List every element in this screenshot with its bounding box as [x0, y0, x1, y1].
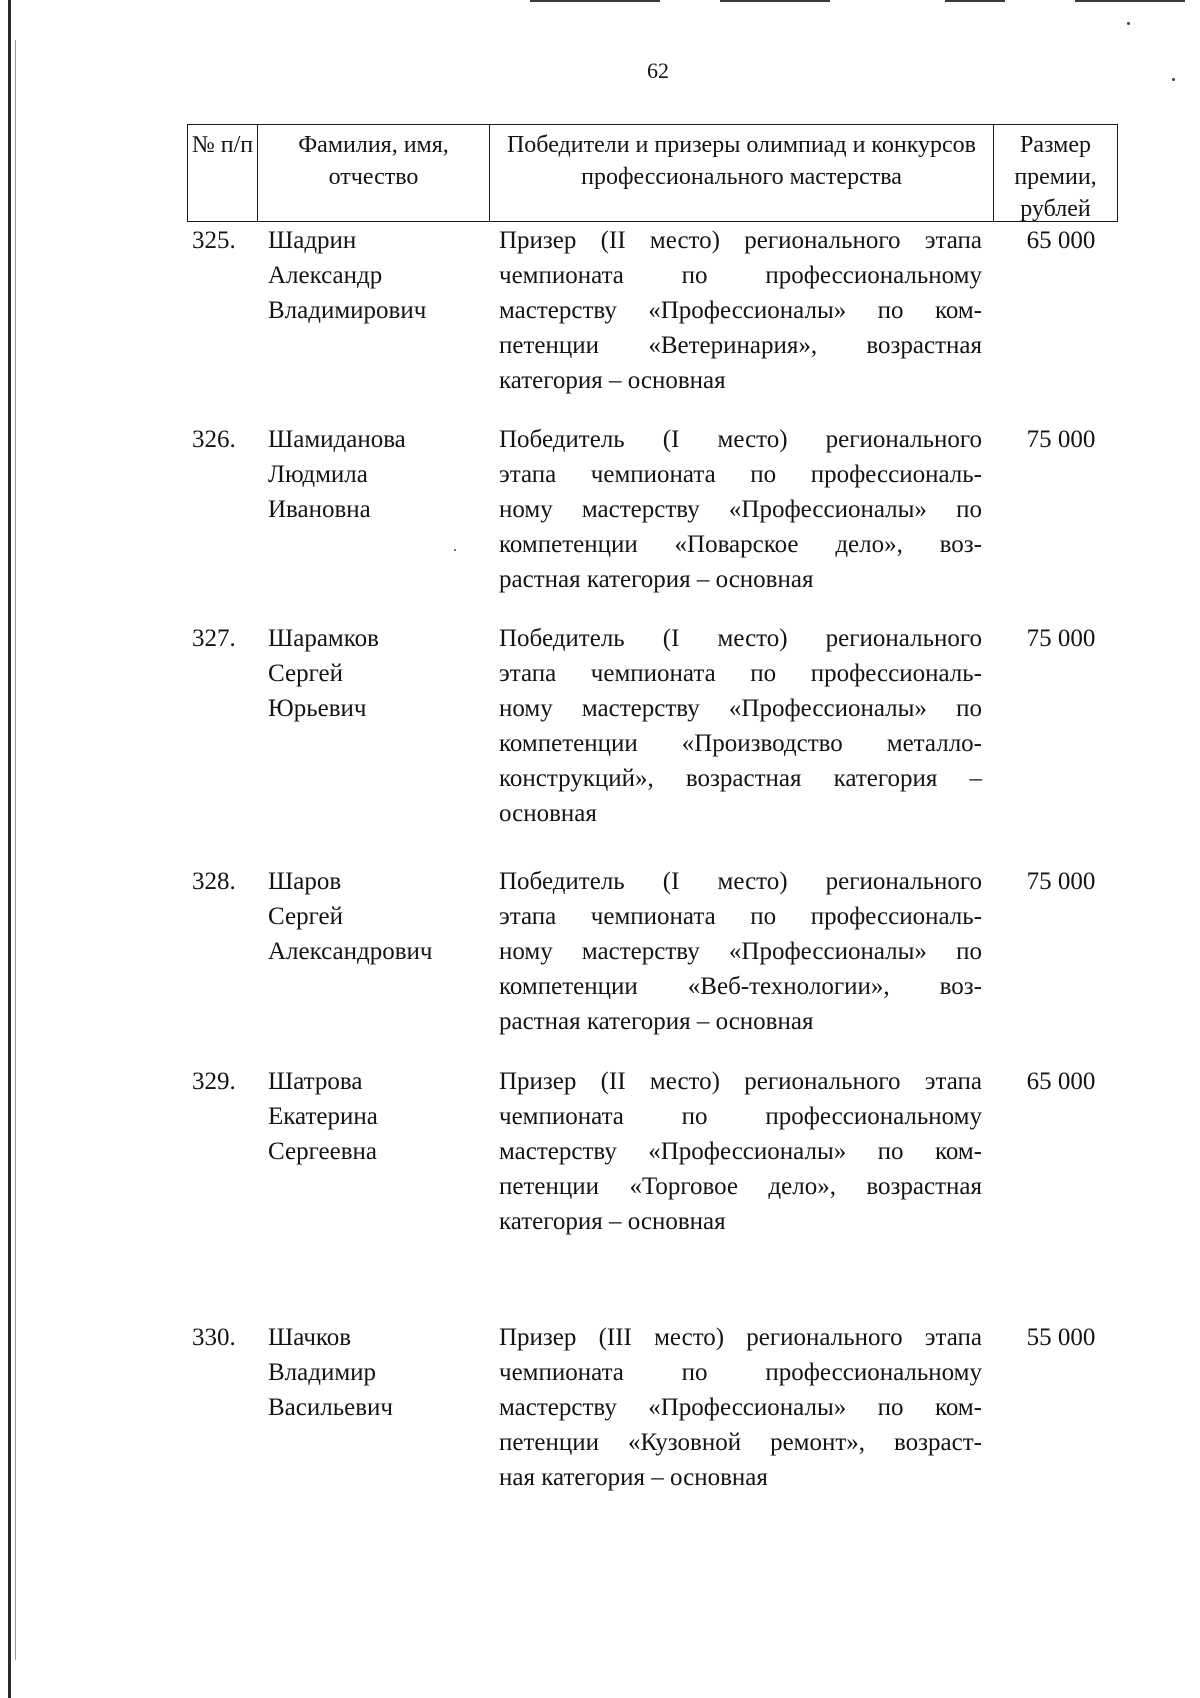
name-line: Сергей — [268, 660, 343, 687]
description-line: растная категория – основная — [499, 566, 814, 593]
name-line: Владимирович — [268, 297, 427, 324]
row-description — [499, 621, 982, 831]
row-number: 328. — [192, 868, 236, 895]
description-line: категория – основная — [499, 1208, 726, 1235]
name-line: Владимир — [268, 1359, 377, 1386]
description-line: Победитель (I место) регионального — [499, 625, 982, 652]
description-line: основная — [499, 800, 597, 827]
description-line: петенции «Кузовной ремонт», возраст- — [499, 1429, 982, 1456]
row-name — [268, 621, 488, 726]
description-line: компетенции «Веб-технологии», воз- — [499, 973, 982, 1000]
row-prize: 75 000 — [1026, 426, 1096, 453]
description-line: мастерству «Профессионалы» по ком- — [499, 297, 982, 324]
description-line: конструкций», возрастная категория – — [499, 765, 982, 792]
row-description — [499, 422, 982, 597]
name-line: Александр — [268, 262, 383, 289]
header-description: Победители и призеры олимпиад и конкурсов профессионального мастерства — [490, 125, 994, 221]
name-line: Александрович — [268, 938, 433, 965]
description-line: этапа чемпионата по профессиональ- — [499, 461, 982, 488]
name-line: Шачков — [268, 1324, 352, 1351]
scan-edge-secondary — [15, 40, 16, 1660]
row-description — [499, 864, 982, 1039]
description-line: петенции «Торговое дело», возрастная — [499, 1173, 982, 1200]
description-line: мастерству «Профессионалы» по ком- — [499, 1138, 982, 1165]
description-line: ному мастерству «Профессионалы» по — [499, 938, 982, 965]
name-line: Людмила — [268, 461, 368, 488]
name-line: Шаров — [268, 868, 342, 895]
row-number: 325. — [192, 227, 236, 254]
description-line: категория – основная — [499, 367, 726, 394]
row-number: 329. — [192, 1068, 236, 1095]
description-line: ному мастерству «Профессионалы» по — [499, 695, 982, 722]
scan-speck — [1127, 22, 1130, 25]
description-line: мастерству «Профессионалы» по ком- — [499, 1394, 982, 1421]
table-header — [187, 124, 1118, 222]
name-line: Сергей — [268, 903, 343, 930]
name-line: Сергеевна — [268, 1138, 377, 1165]
row-prize: 65 000 — [1026, 227, 1096, 254]
header-prize: Размер премии, рублей — [1014, 132, 1097, 222]
name-line: Екатерина — [268, 1103, 378, 1130]
description-line: чемпионата по профессиональному — [499, 262, 982, 289]
name-line: Шадрин — [268, 227, 357, 254]
description-line: растная категория – основная — [499, 1008, 814, 1035]
scan-top-rule — [1075, 0, 1185, 2]
row-prize: 55 000 — [1026, 1324, 1096, 1351]
row-description — [499, 1320, 982, 1495]
row-description — [499, 1064, 982, 1239]
name-line: Шамиданова — [268, 426, 406, 453]
description-line: Призер (III место) регионального этапа — [499, 1324, 982, 1351]
description-line: петенции «Ветеринария», возрастная — [499, 332, 982, 359]
row-name — [268, 1320, 488, 1425]
name-line: Юрьевич — [268, 695, 367, 722]
scan-top-rule — [945, 0, 1005, 2]
page-number: 62 — [647, 58, 669, 83]
description-line: Победитель (I место) регионального — [499, 426, 982, 453]
description-line: Призер (II место) регионального этапа — [499, 1068, 982, 1095]
description-line: этапа чемпионата по профессиональ- — [499, 660, 982, 687]
row-name — [268, 223, 488, 328]
row-name — [268, 1064, 488, 1169]
row-description — [499, 223, 982, 398]
row-number: 330. — [192, 1324, 236, 1351]
row-name — [268, 422, 488, 527]
description-line: Призер (II место) регионального этапа — [499, 227, 982, 254]
scan-speck — [454, 549, 456, 551]
header-number: № п/п — [188, 125, 258, 221]
scan-edge — [8, 0, 11, 1698]
description-line: компетенции «Поварское дело», воз- — [499, 531, 982, 558]
row-prize: 75 000 — [1026, 625, 1096, 652]
name-line: Ивановна — [268, 496, 371, 523]
name-line: Васильевич — [268, 1394, 393, 1421]
row-number: 326. — [192, 426, 236, 453]
description-line: Победитель (I место) регионального — [499, 868, 982, 895]
name-line: Шарамков — [268, 625, 379, 652]
row-number: 327. — [192, 625, 236, 652]
scan-top-rule — [530, 0, 660, 2]
scan-top-rule — [720, 0, 830, 2]
name-line: Шатрова — [268, 1068, 363, 1095]
description-line: компетенции «Производство металло- — [499, 730, 982, 757]
row-prize: 65 000 — [1026, 1068, 1096, 1095]
row-name — [268, 864, 488, 969]
description-line: чемпионата по профессиональному — [499, 1103, 982, 1130]
row-prize: 75 000 — [1026, 868, 1096, 895]
header-name: Фамилия, имя, отчество — [258, 125, 490, 221]
description-line: чемпионата по профессиональному — [499, 1359, 982, 1386]
description-line: ному мастерству «Профессионалы» по — [499, 496, 982, 523]
description-line: ная категория – основная — [499, 1464, 768, 1491]
description-line: этапа чемпионата по профессиональ- — [499, 903, 982, 930]
